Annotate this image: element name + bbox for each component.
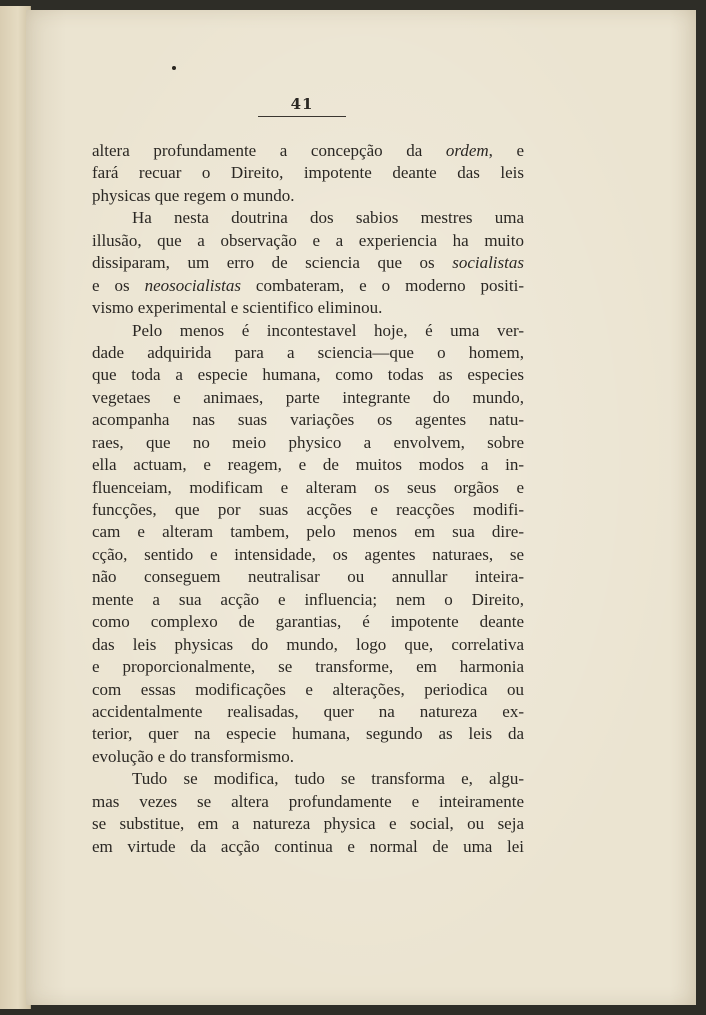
text-line: se substitue, em a natureza physica e social, ou seja: [92, 814, 524, 834]
text-line: vegetaes e animaes, parte integrante do mundo,: [92, 387, 524, 407]
emphasis: socialistas: [452, 253, 524, 273]
text-line: mente a sua acção e influencia; nem o Direito,: [92, 589, 524, 609]
text-line: que toda a especie humana, como todas as especies: [92, 365, 524, 385]
paragraph-first-line: Tudo se modifica, tudo se transforma e, algu-: [132, 769, 524, 789]
text-line: e os neosocialistas combateram, e o moderno positi-: [92, 275, 524, 295]
text-line: mas vezes se altera profundamente e inteiramente: [92, 791, 524, 811]
text-line: não conseguem neutralisar ou annullar inteira-: [92, 567, 524, 587]
text-line: vismo experimental e scientifico eliminou.: [92, 298, 383, 318]
header-rule: [258, 116, 346, 117]
text-line: ella actuam, e reagem, e de muitos modos a in-: [92, 455, 524, 475]
text-line: cção, sentido e intensidade, os agentes naturaes, se: [92, 544, 524, 564]
text-line: dade adquirida para a sciencia—que o homem,: [92, 342, 524, 362]
text-line: altera profundamente a concepção da ordem, e: [92, 141, 524, 160]
text-line: evolução e do transformismo.: [92, 746, 295, 766]
text-line: fluenceiam, modificam e alteram os seus orgãos e: [92, 477, 524, 497]
text-line: cam e alteram tambem, pelo menos em sua dire-: [92, 522, 524, 542]
page-header: [258, 94, 346, 117]
text-line: acompanha nas suas variações os agentes natu-: [92, 410, 524, 430]
body-text: [92, 140, 524, 858]
page-number: 41: [290, 95, 314, 113]
text-line: das leis physicas do mundo, logo que, correlativa: [92, 634, 524, 654]
ink-speck: [172, 66, 176, 70]
text-line: fará recuar o Direito, impotente deante das leis: [92, 163, 524, 183]
text-line: em virtude da acção continua e normal de uma lei: [92, 836, 524, 856]
text-line: accidentalmente realisadas, quer na natureza ex-: [92, 701, 524, 721]
emphasis: ordem: [445, 141, 489, 160]
text-line: como complexo de garantias, é impotente deante: [92, 612, 524, 632]
text-line: funcções, que por suas acções e reacções modifi-: [92, 500, 524, 519]
paragraph-first-line: Pelo menos é incontestavel hoje, é uma ver-: [132, 320, 524, 340]
text-line: e proporcionalmente, se transforme, em harmonia: [92, 657, 524, 677]
emphasis: neosocialistas: [144, 275, 241, 295]
paragraph-first-line: Ha nesta doutrina dos sabios mestres uma: [132, 208, 524, 228]
text-line: dissiparam, um erro de sciencia que os socialistas: [92, 253, 524, 273]
text-line: illusão, que a observação e a experiencia ha muito: [92, 230, 524, 250]
text-line: com essas modificações e alterações, periodica ou: [92, 679, 524, 699]
text-line: terior, quer na especie humana, segundo as leis da: [92, 724, 524, 744]
text-line: physicas que regem o mundo.: [92, 185, 295, 205]
text-line: raes, que no meio physico a envolvem, sobre: [92, 432, 524, 452]
